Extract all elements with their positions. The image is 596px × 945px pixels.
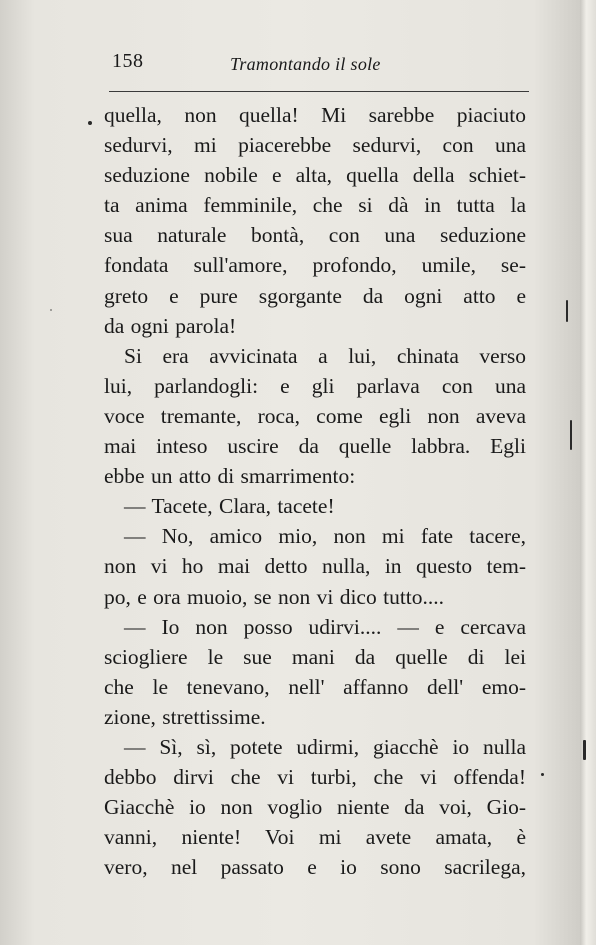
print-speck (541, 773, 544, 776)
text-line: sua naturale bontà, con una seduzione (104, 223, 526, 248)
text-line: da ogni parola! (104, 313, 237, 338)
text-line: — Sì, sì, potete udirmi, giacchè io nulla (124, 734, 526, 759)
text-line: ebbe un atto di smarrimento: (104, 464, 356, 489)
page-header (112, 50, 528, 80)
text-line: che le tenevano, nell' affanno dell' emo- (104, 674, 526, 699)
text-line: debbo dirvi che vi turbi, che vi offenda! (104, 765, 526, 790)
body-text (104, 100, 526, 882)
text-line: lui, parlandogli: e gli parlava con una (104, 373, 526, 398)
text-line: quella, non quella! Mi sarebbe piaciuto (104, 103, 526, 127)
text-line: vanni, niente! Voi mi avete amata, è (104, 825, 526, 850)
page-number: 158 (112, 50, 144, 72)
text-line: Giacchè io non voglio niente da voi, Gio- (104, 795, 526, 820)
text-line: zione, strettissime. (104, 704, 266, 729)
text-line: vero, nel passato e io sono sacrilega, (104, 855, 526, 880)
print-speck (88, 121, 92, 125)
text-line: sciogliere le sue mani da quelle di lei (104, 644, 526, 669)
text-line: sedurvi, mi piacerebbe sedurvi, con una (104, 133, 526, 158)
text-line: — Tacete, Clara, tacete! (124, 494, 335, 519)
print-speck (50, 309, 52, 311)
print-speck (566, 300, 568, 322)
text-line: mai inteso uscire da quelle labbra. Egli (104, 434, 526, 459)
text-line: po, e ora muoio, se non vi dico tutto.... (104, 584, 445, 609)
text-line: fondata sull'amore, profondo, umile, se- (104, 253, 526, 278)
text-line: — Io non posso udirvi.... — e cercava (124, 614, 526, 639)
header-rule (109, 91, 529, 92)
page-edge (580, 0, 596, 945)
text-line: non vi ho mai detto nulla, in questo tem- (104, 554, 526, 579)
running-title: Tramontando il sole (230, 54, 381, 74)
text-line: Si era avvicinata a lui, chinata verso (124, 343, 526, 368)
text-line: seduzione nobile e alta, quella della schiet- (104, 163, 526, 188)
print-speck (570, 420, 572, 450)
text-line: ta anima femminile, che si dà in tutta la (104, 193, 526, 218)
text-line: — No, amico mio, non mi fate tacere, (124, 524, 526, 549)
print-speck (583, 740, 586, 760)
text-line: greto e pure sgorgante da ogni atto e (104, 283, 526, 308)
text-line: voce tremante, roca, come egli non aveva (104, 403, 526, 428)
